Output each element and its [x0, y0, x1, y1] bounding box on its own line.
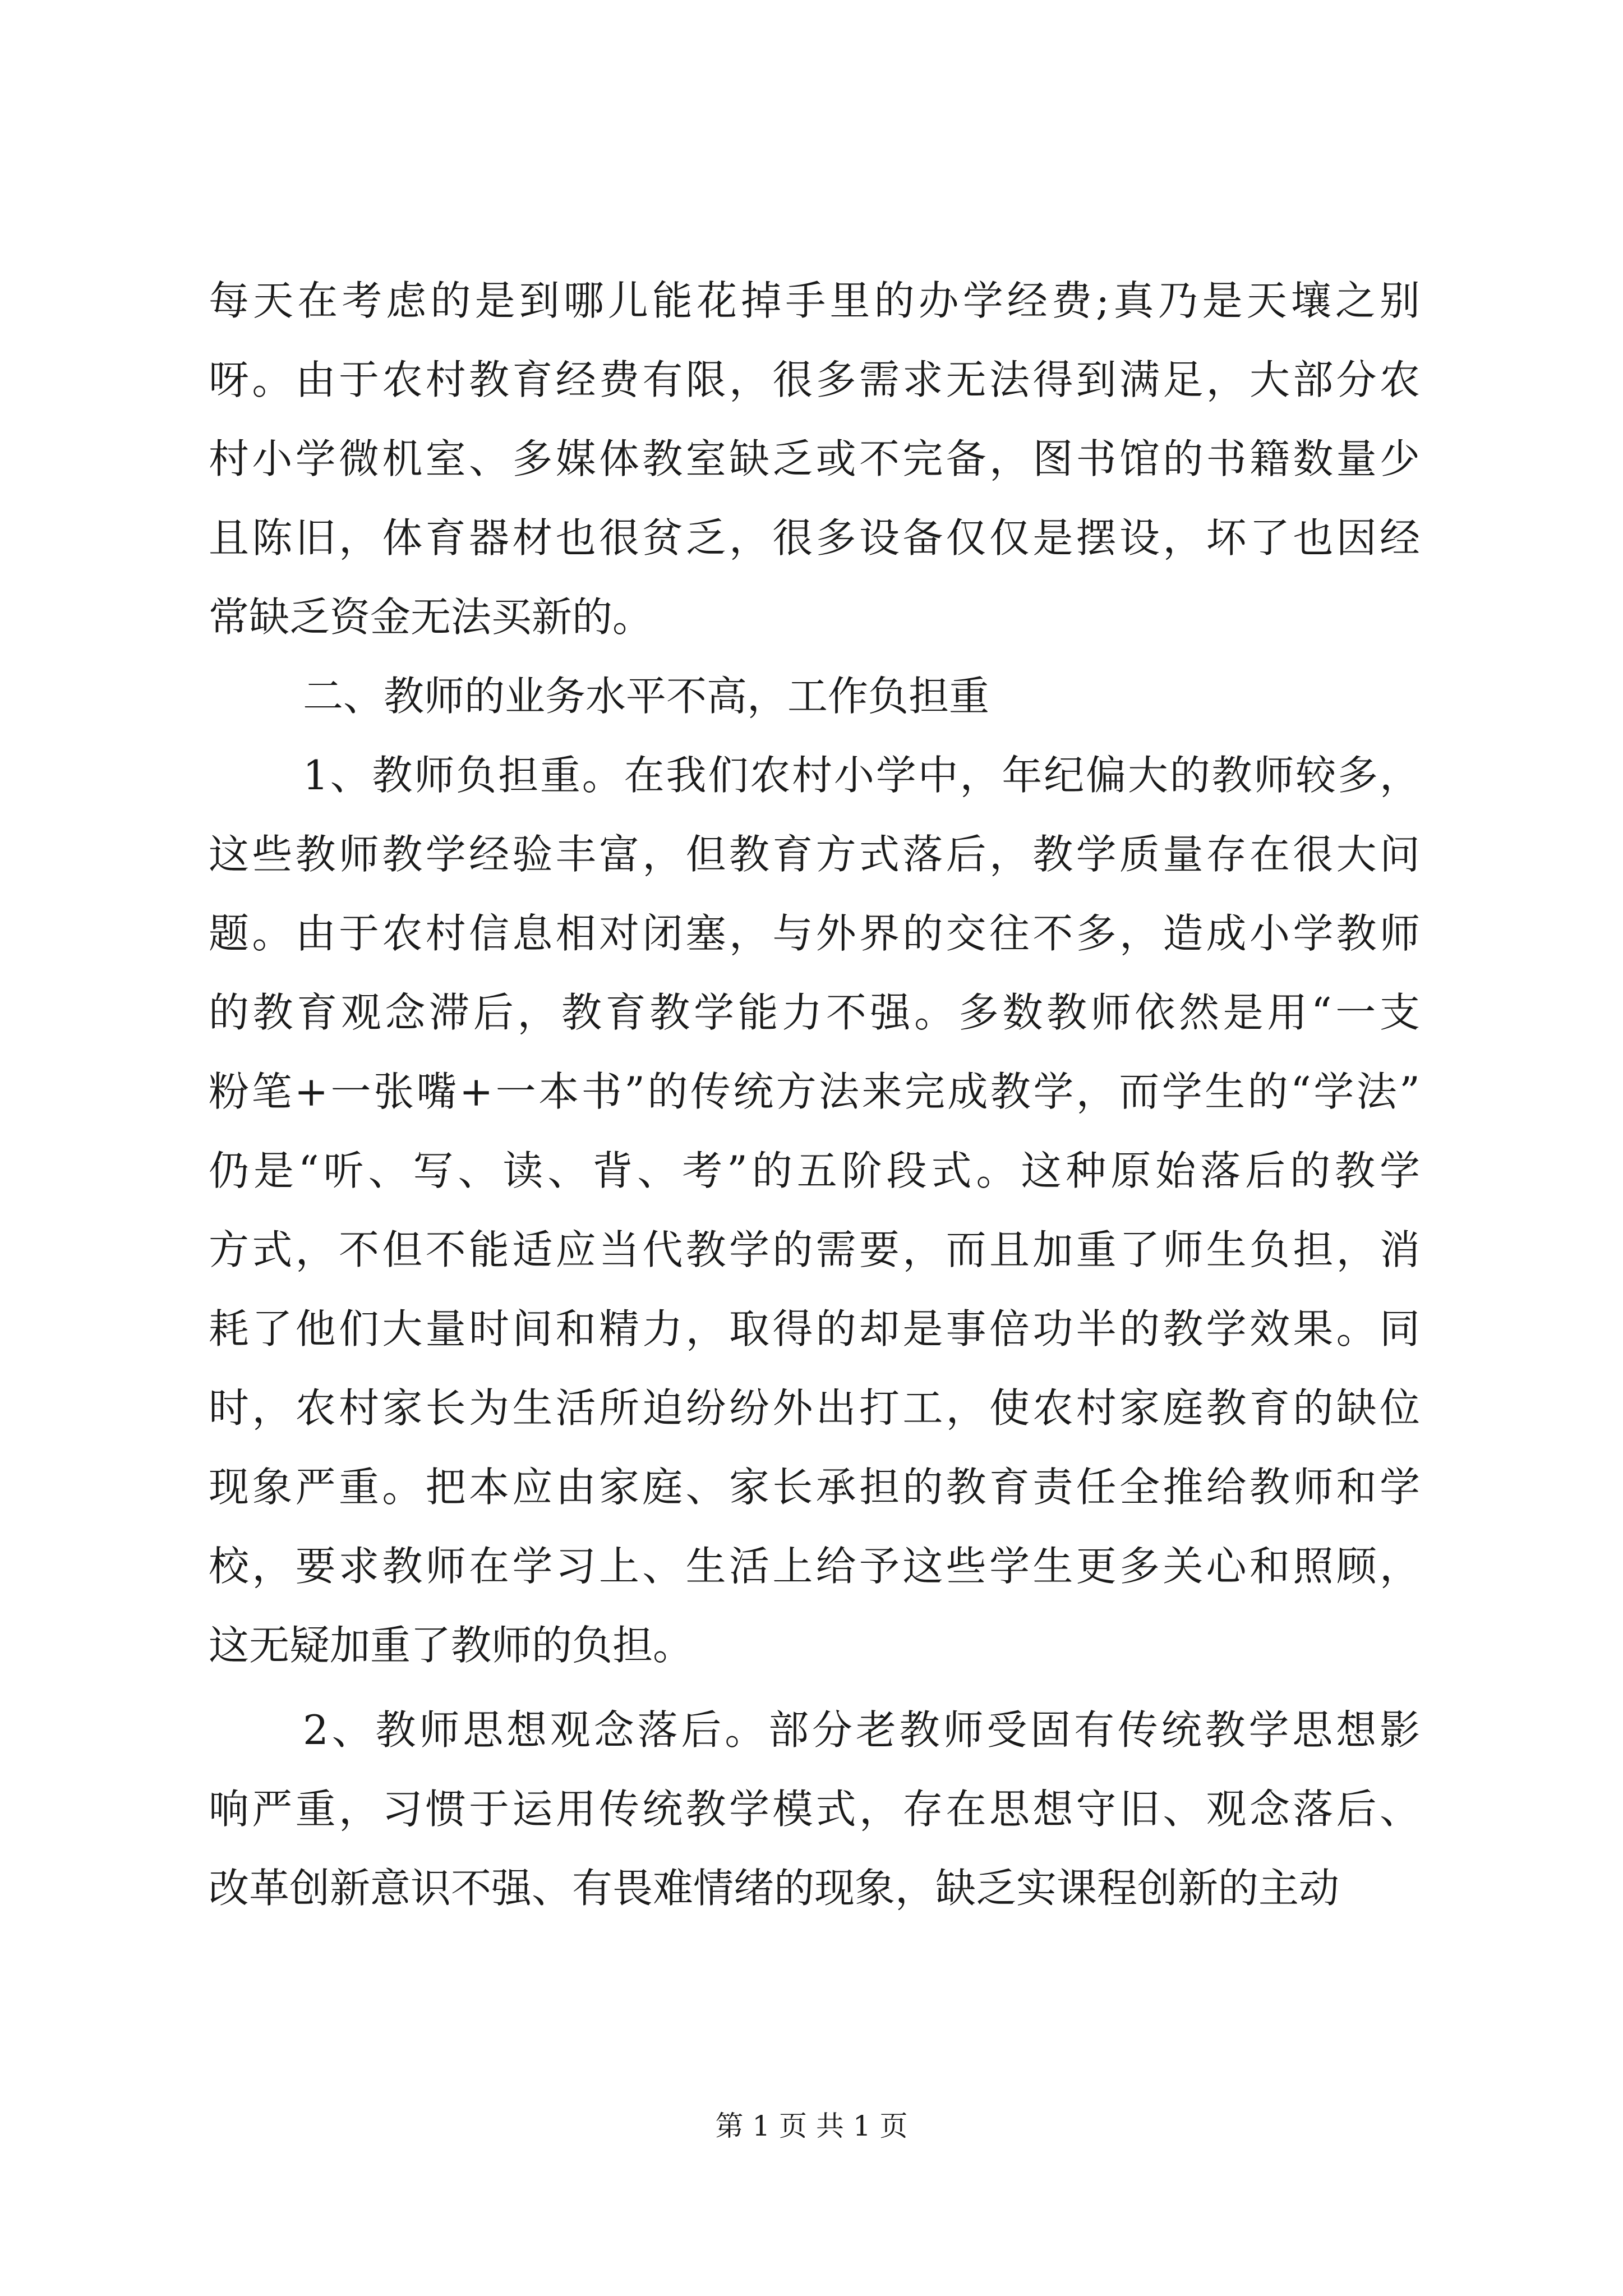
text-line: 村小学微机室、多媒体教室缺乏或不完备，图书馆的书籍数量少: [209, 435, 1420, 482]
text-line: 这无疑加重了教师的负担。: [209, 1622, 694, 1669]
text-line: 二、教师的业务水平不高，工作负担重: [303, 673, 990, 720]
paragraph: [209, 261, 1420, 657]
document-body: [209, 261, 1420, 1928]
page-footer: 第 1 页 共 1 页: [715, 2110, 908, 2142]
paragraph-gap: [209, 1685, 1420, 1691]
text-line: 时，农村家长为生活所迫纷纷外出打工，使农村家庭教育的缺位: [209, 1384, 1420, 1432]
text-line: 2、教师思想观念落后。部分老教师受固有传统教学思想影: [303, 1706, 1420, 1754]
paragraph: [209, 736, 1420, 1685]
text-line: 校，要求教师在学习上、生活上给予这些学生更多关心和照顾，: [209, 1543, 1420, 1590]
text-line: 改革创新意识不强、有畏难情绪的现象，缺乏实课程创新的主动: [209, 1865, 1340, 1912]
text-line: 呀。由于农村教育经费有限，很多需求无法得到满足，大部分农: [209, 356, 1420, 403]
paragraph: [209, 1691, 1420, 1928]
text-line: 响严重，习惯于运用传统教学模式，存在思想守旧、观念落后、: [209, 1786, 1420, 1833]
text-line: 1、教师负担重。在我们农村小学中，年纪偏大的教师较多，: [303, 752, 1420, 799]
text-line: 的教育观念滞后，教育教学能力不强。多数教师依然是用“一支: [209, 989, 1420, 1036]
text-line: 题。由于农村信息相对闭塞，与外界的交往不多，造成小学教师: [209, 910, 1420, 957]
text-line: 且陈旧，体育器材也很贫乏，很多设备仅仅是摆设，坏了也因经: [209, 514, 1420, 562]
text-line: 这些教师教学经验丰富，但教育方式落后，教学质量存在很大问: [209, 831, 1420, 878]
text-line: 耗了他们大量时间和精力，取得的却是事倍功半的教学效果。同: [209, 1305, 1420, 1352]
text-line: 每天在考虑的是到哪儿能花掉手里的办学经费;真乃是天壤之别: [209, 277, 1420, 324]
text-line: 现象严重。把本应由家庭、家长承担的教育责任全推给教师和学: [209, 1464, 1420, 1511]
paragraph: [209, 657, 1420, 736]
text-line: 方式，不但不能适应当代教学的需要，而且加重了师生负担，消: [209, 1226, 1420, 1273]
text-line: 粉笔+一张嘴+一本书”的传统方法来完成教学，而学生的“学法”: [209, 1068, 1420, 1115]
text-line: 仍是“听、写、读、背、考”的五阶段式。这种原始落后的教学: [209, 1147, 1420, 1194]
text-line: 常缺乏资金无法买新的。: [209, 593, 653, 641]
